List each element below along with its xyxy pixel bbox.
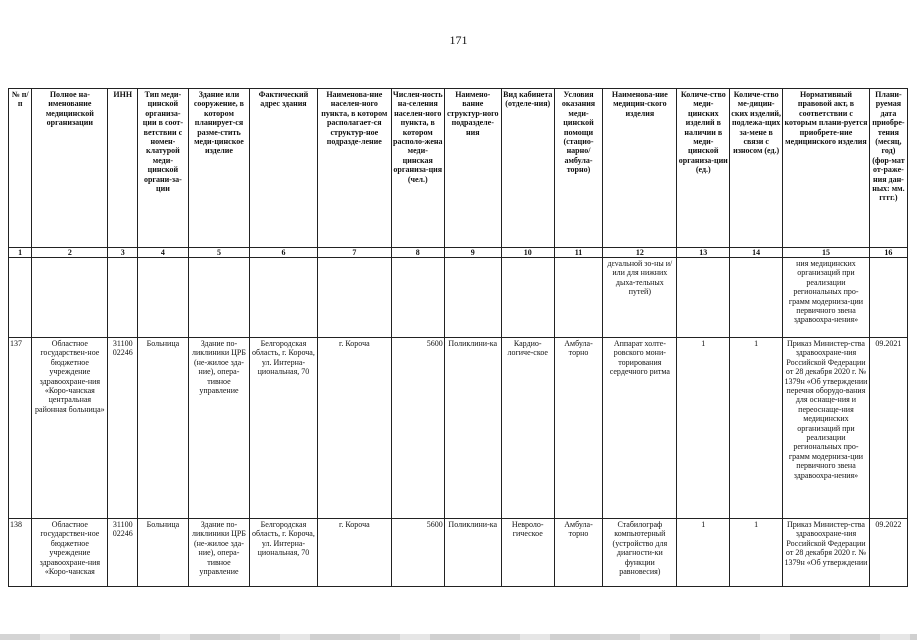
column-number: 15	[783, 248, 870, 258]
column-number: 5	[188, 248, 249, 258]
header-cell: Полное на-именование медицинской организации	[32, 89, 108, 248]
column-number: 6	[250, 248, 318, 258]
header-cell: Количе-ство ме-дицин-ских изделий, подлежа-щих за-мене в связи с износом (ед.)	[730, 89, 783, 248]
scan-edge-artifact	[0, 634, 917, 640]
qty-replace-cell: 1	[730, 338, 783, 519]
column-number: 2	[32, 248, 108, 258]
column-number: 11	[554, 248, 603, 258]
header-cell: Тип меди-цинской организа-ции в соот-ветствии с номен-клатурой меди-цинской органи-за-ции	[138, 89, 189, 248]
legal-act-cell: Приказ Министер-ства здравоохране-ния Российской Федерации от 28 декабря 2020 г. № 1379н «Об утверждении перечня оборудо-вания для оснаще-ния и переоснаще-ния медицинских организаций при реализации региональных про-грамм модерниза-ции первичного звена здравоохра-нения»	[783, 338, 870, 519]
settlement-cell: г. Короча	[317, 519, 391, 587]
header-cell: Условия оказания меди-цинской помощи (стацио-нарно/ амбула-торно)	[554, 89, 603, 248]
qty-replace-cell: 1	[730, 519, 783, 587]
settlement-cell: г. Короча	[317, 338, 391, 519]
org-name-cell: Областное государствен-ное бюджетное учреждение здравоохране-ния «Коро-чанская центральная районная больница»	[32, 338, 108, 519]
column-number: 16	[869, 248, 907, 258]
qty-available-cell: 1	[677, 519, 730, 587]
device-cell: Аппарат холте-ровского мони-торирования сердечного ритма	[603, 338, 677, 519]
column-number: 12	[603, 248, 677, 258]
table-row	[9, 519, 908, 587]
conditions-cell: Амбула-торно	[554, 519, 603, 587]
address-cell: Белгородская область, г. Короча, ул. Интерна-циональная, 70	[250, 519, 318, 587]
column-number: 4	[138, 248, 189, 258]
header-cell: Количе-ство меди-цинских изделий в наличии в меди-цинской организа-ции (ед.)	[677, 89, 730, 248]
table-row	[9, 338, 908, 519]
legal-act-continued: ния медицинских организаций при реализации региональных про-грамм модерниза-ции первичного звена здравоохра-нения»	[783, 258, 870, 338]
population-cell: 5600	[391, 338, 444, 519]
column-number: 13	[677, 248, 730, 258]
column-number: 10	[501, 248, 554, 258]
column-number: 7	[317, 248, 391, 258]
column-number: 14	[730, 248, 783, 258]
conditions-cell: Амбула-торно	[554, 338, 603, 519]
building-cell: Здание по-ликлиники ЦРБ (не-жилое зда-ние), опера-тивное управление	[188, 519, 249, 587]
purchase-date-cell: 09.2022	[869, 519, 907, 587]
purchase-date-cell: 09.2021	[869, 338, 907, 519]
equipment-table	[8, 88, 908, 587]
column-number: 1	[9, 248, 32, 258]
header-cell: Числен-ность на-селения населен-ного пункта, в котором располо-жена меди-цинская организа-ция (чел.)	[391, 89, 444, 248]
header-cell: № п/п	[9, 89, 32, 248]
header-cell: Наименова-ние населен-ного пункта, в котором располагает-ся структур-ное подразде-ление	[317, 89, 391, 248]
header-cell: Нормативный правовой акт, в соответствии с которым плани-руется приобрете-ние медицинского изделия	[783, 89, 870, 248]
header-cell: Фактический адрес здания	[250, 89, 318, 248]
qty-available-cell: 1	[677, 338, 730, 519]
org-type-cell: Больница	[138, 338, 189, 519]
org-name-cell: Областное государствен-ное бюджетное учреждение здравоохране-ния «Коро-чанская	[32, 519, 108, 587]
header-cell: Плани-руемая дата приобре-тения (месяц, год) (фор-мат от-раже-ния дан-ных: мм. гггг.)	[869, 89, 907, 248]
device-cell: Стабилограф компьютерный (устройство для диагности-ки функции равновесия)	[603, 519, 677, 587]
table-header-row	[9, 89, 908, 248]
continuation-row	[9, 258, 908, 338]
cabinet-cell: Невроло-гическое	[501, 519, 554, 587]
inn-cell: 31100 02246	[108, 338, 138, 519]
row-number: 137	[9, 338, 32, 519]
column-number: 3	[108, 248, 138, 258]
org-type-cell: Больница	[138, 519, 189, 587]
header-cell: Здание или сооружение, в котором планирует-ся разме-стить меди-цинское изделие	[188, 89, 249, 248]
cabinet-cell: Кардио-логиче-ское	[501, 338, 554, 519]
page-number: 171	[449, 33, 468, 47]
division-cell: Поликлини-ка	[444, 519, 501, 587]
inn-cell: 31100 02246	[108, 519, 138, 587]
header-cell: Наимено-вание структур-ного подразделе-ния	[444, 89, 501, 248]
header-cell: Наименова-ние медицин-ского изделия	[603, 89, 677, 248]
column-number-row	[9, 248, 908, 258]
division-cell: Поликлини-ка	[444, 338, 501, 519]
population-cell: 5600	[391, 519, 444, 587]
building-cell: Здание по-ликлиники ЦРБ (не-жилое зда-ние), опера-тивное управление	[188, 338, 249, 519]
address-cell: Белгородская область, г. Короча, ул. Интерна-циональная, 70	[250, 338, 318, 519]
row-number: 138	[9, 519, 32, 587]
device-name-continued: дενальной зо-ны и/или для нижних дыха-тельных путей)	[603, 258, 677, 338]
column-number: 8	[391, 248, 444, 258]
header-cell: Вид кабинета (отделе-ния)	[501, 89, 554, 248]
header-cell: ИНН	[108, 89, 138, 248]
legal-act-cell: Приказ Министер-ства здравоохране-ния Российской Федерации от 28 декабря 2020 г. № 1379н «Об утверждении	[783, 519, 870, 587]
column-number: 9	[444, 248, 501, 258]
